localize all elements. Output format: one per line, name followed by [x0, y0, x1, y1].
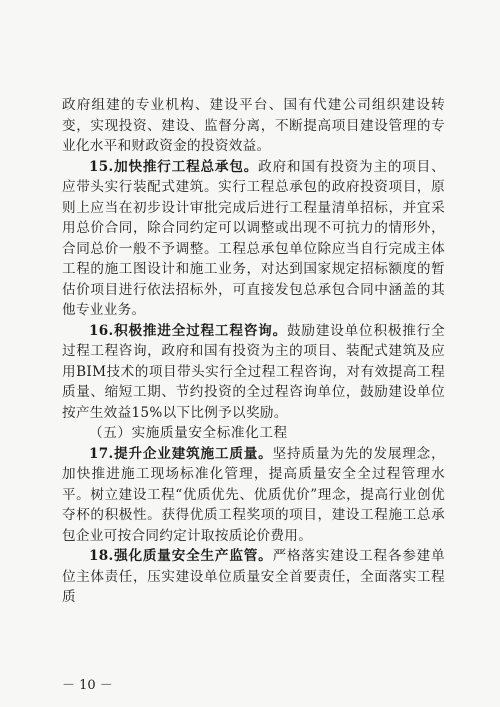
- body-text: [62, 95, 445, 608]
- page-number-footer: [0, 674, 500, 693]
- paragraph-heading: 17.提升企业建筑施工质量。: [89, 445, 273, 462]
- paragraph-17: [62, 444, 445, 547]
- paragraph-heading: 16.积极推进全过程工程咨询。: [89, 322, 287, 339]
- paragraph-intro: [62, 95, 445, 157]
- section-title: （五）实施质量安全标准化工程: [89, 425, 288, 441]
- paragraph-text: 政府组建的专业机构、建设平台、国有代建公司组织建设转变，实现投资、建设、监督分离，不断提高项目建设管理的专业化水平和财政资金的投资效益。: [62, 97, 445, 154]
- paragraph-heading: 18.强化质量安全生产监管。: [89, 548, 273, 564]
- paragraph-text: 坚持质量为先的发展理念，加快推进施工现场标准化管理，提高质量安全全过程管理水平。树立建设工程“优质优先、优质优价”理念，提高行业创优夺杯的积极性。获得优质工程奖项的项目，建设工程施工总承包企业可按合同约定计取按质论价费用。: [62, 445, 445, 544]
- paragraph-text: 严格落实建设工程各参建单位主体责任，压实建设单位质量安全首要责任，全面落实工程质: [62, 548, 445, 605]
- paragraph-18: [62, 546, 445, 608]
- paragraph-text: 鼓励建设单位积极推行全过程工程咨询，政府和国有投资为主的项目、装配式建筑及应用BIM技术的项目带头实行全过程工程咨询，对有效提高工程质量、缩短工期、节约投资的全过程咨询单位，鼓励建设单位按产生效益15%以下比例予以奖励。: [62, 322, 445, 421]
- section-heading: [62, 423, 445, 444]
- paragraph-16: [62, 321, 445, 424]
- page-number: － 10 －: [62, 678, 113, 693]
- paragraph-heading: 15.加快推行工程总承包。: [89, 158, 259, 175]
- paragraph-text: 政府和国有投资为主的项目、应带头实行装配式建筑。实行工程总承包的政府投资项目，原则上应当在初步设计审批完成后进行工程量清单招标，并宜采用总价合同，除合同约定可以调整或出现不可抗力的情形外，合同总价一般不予调整。工程总承包单位除应当自行完成主体工程的施工图设计和施工业务，对达到国家规定招标额度的暂估价项目进行依法招标外，可直接发包总承包合同中涵盖的其他专业业务。: [62, 158, 445, 318]
- paragraph-15: [62, 157, 445, 321]
